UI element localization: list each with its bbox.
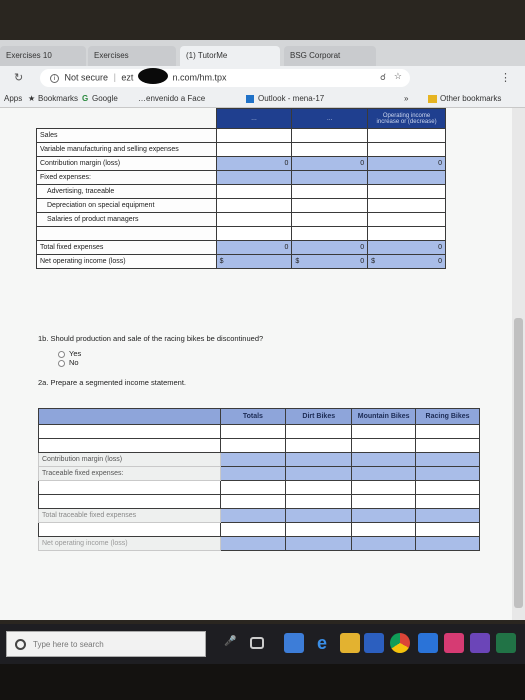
table-row: [39, 425, 480, 439]
header-cell: Totals: [220, 409, 286, 425]
app-icon-purple[interactable]: [470, 633, 490, 653]
value-cell: [352, 453, 416, 467]
camera-icon[interactable]: [418, 633, 438, 653]
input-cell[interactable]: [216, 143, 292, 157]
table-row: [39, 509, 480, 523]
table-row: [37, 199, 446, 213]
value-cell: 0: [292, 157, 368, 171]
input-cell[interactable]: [352, 495, 416, 509]
page-content: [0, 108, 512, 620]
table-row: [37, 227, 446, 241]
store-icon[interactable]: [284, 633, 304, 653]
row-label: Sales: [37, 129, 217, 143]
table-row: [37, 157, 446, 171]
table-row: [37, 241, 446, 255]
input-cell[interactable]: [416, 425, 480, 439]
input-cell[interactable]: [216, 129, 292, 143]
value-cell: [292, 171, 368, 185]
input-cell[interactable]: [216, 213, 292, 227]
value-cell: 0: [216, 241, 292, 255]
input-cell[interactable]: [416, 523, 480, 537]
row-label: Variable manufacturing and selling expenses: [37, 143, 217, 157]
value-cell: [216, 171, 292, 185]
row-label: Total traceable fixed expenses: [39, 509, 221, 523]
tab-label: Exercises 10: [6, 51, 52, 60]
input-cell[interactable]: [292, 199, 368, 213]
input-cell[interactable]: [368, 199, 446, 213]
question-2a: 2a. Prepare a segmented income statement.: [38, 378, 187, 387]
input-cell[interactable]: [220, 523, 286, 537]
dollar-sign: $: [219, 258, 224, 265]
value-cell: [220, 537, 286, 551]
info-icon: i: [50, 74, 59, 83]
folder-icon: [428, 95, 437, 103]
label-input[interactable]: [39, 481, 221, 495]
row-label: Depreciation on special equipment: [37, 199, 217, 213]
input-cell[interactable]: [352, 481, 416, 495]
value-cell: [220, 453, 286, 467]
label-input[interactable]: [39, 523, 221, 537]
address-bar-row: [0, 66, 525, 90]
input-cell[interactable]: [292, 129, 368, 143]
header-cell: [37, 109, 217, 129]
value-cell: [286, 537, 352, 551]
bookmark-outlook[interactable]: Outlook - mena-17: [258, 94, 325, 103]
value-cell: [352, 537, 416, 551]
table-row: [39, 523, 480, 537]
header-cell: [39, 409, 221, 425]
value-cell: [416, 453, 480, 467]
input-cell[interactable]: [292, 143, 368, 157]
bookmark-other[interactable]: Other bookmarks: [440, 94, 502, 103]
value-cell: [416, 467, 480, 481]
bookmark-bienvenido[interactable]: …envenido a Face: [138, 94, 206, 103]
input-cell[interactable]: [368, 185, 446, 199]
url-input[interactable]: i Not secure | ezt n.com/hm.tpx ☌ ☆: [40, 69, 410, 87]
value: 0: [360, 258, 365, 265]
row-label: Contribution margin (loss): [37, 157, 217, 171]
radio-no[interactable]: [58, 358, 263, 367]
value-cell: [292, 255, 368, 269]
row-label: Total fixed expenses: [37, 241, 217, 255]
search-placeholder: Type here to search: [33, 640, 104, 649]
value-cell: [216, 255, 292, 269]
value-cell: [286, 453, 352, 467]
bookmark-google[interactable]: Google: [92, 94, 118, 103]
row-label: [37, 227, 217, 241]
input-cell[interactable]: [220, 481, 286, 495]
tab-exercises[interactable]: [88, 46, 176, 66]
value-cell: [220, 509, 286, 523]
question-1b: [38, 334, 263, 367]
segmented-income-table: [38, 408, 480, 551]
bookmark-apps[interactable]: Apps: [4, 94, 23, 103]
row-label: Traceable fixed expenses:: [39, 467, 221, 481]
header-cell: …: [216, 109, 292, 129]
explorer-icon[interactable]: [340, 633, 360, 653]
option-label: No: [69, 358, 79, 367]
table-row: [37, 171, 446, 185]
value-cell: [286, 509, 352, 523]
outlook-icon: [246, 95, 254, 103]
input-cell[interactable]: [220, 425, 286, 439]
chrome-icon[interactable]: [390, 633, 410, 653]
input-cell[interactable]: [286, 481, 352, 495]
taskbar-search-input[interactable]: [6, 631, 206, 657]
input-cell[interactable]: [292, 185, 368, 199]
table-row: [39, 467, 480, 481]
row-label: Contribution margin (loss): [39, 453, 221, 467]
value-cell: [416, 509, 480, 523]
row-label: Fixed expenses:: [37, 171, 217, 185]
value-cell: [416, 537, 480, 551]
option-label: Yes: [69, 349, 82, 358]
tab-exercises-10[interactable]: [0, 46, 86, 66]
input-cell[interactable]: [216, 199, 292, 213]
app-icon-green[interactable]: [496, 633, 516, 653]
table-row: [39, 453, 480, 467]
value-cell: [220, 467, 286, 481]
value-cell: 0: [292, 241, 368, 255]
dollar-sign: $: [371, 258, 376, 265]
input-cell[interactable]: [368, 227, 446, 241]
cortana-icon: [15, 639, 26, 650]
dollar-sign: $: [295, 258, 300, 265]
url-redaction: [138, 68, 168, 84]
question-text: 1b. Should production and sale of the racing bikes be discontinued?: [38, 334, 264, 343]
header-cell: Operating income increase or (decrease): [368, 109, 446, 129]
tab-label: Exercises: [94, 51, 129, 60]
input-cell[interactable]: [416, 481, 480, 495]
security-label: Not secure: [64, 72, 109, 83]
bookmark-bookmarks[interactable]: Bookmarks: [38, 94, 79, 103]
row-label: Advertising, traceable: [37, 185, 217, 199]
input-cell[interactable]: [368, 143, 446, 157]
header-cell: Mountain Bikes: [352, 409, 416, 425]
label-input[interactable]: [39, 495, 221, 509]
page-scrollbar[interactable]: [512, 108, 525, 620]
search-icon[interactable]: ☌: [379, 72, 386, 82]
edge-icon[interactable]: e: [316, 633, 327, 653]
scrollbar-thumb[interactable]: [514, 318, 523, 608]
table-header-row: [39, 409, 480, 425]
value-cell: [352, 509, 416, 523]
value-cell: 0: [216, 157, 292, 171]
input-cell[interactable]: [292, 227, 368, 241]
tab-label: BSG Corporat: [290, 51, 341, 60]
input-cell[interactable]: [286, 425, 352, 439]
google-icon: G: [82, 94, 89, 103]
row-label: Net operating income (loss): [37, 255, 217, 269]
input-cell[interactable]: [220, 495, 286, 509]
row-label: Net operating income (loss): [39, 537, 221, 551]
input-cell[interactable]: [352, 425, 416, 439]
tab-bar: [0, 40, 525, 66]
value-cell: 0: [368, 157, 446, 171]
chevron-more-icon[interactable]: »: [404, 94, 409, 103]
input-cell[interactable]: [368, 129, 446, 143]
value-cell: [286, 467, 352, 481]
tab-bsg[interactable]: [284, 46, 376, 66]
table-row: [37, 255, 446, 269]
taskbar: [0, 624, 525, 664]
label-input[interactable]: [39, 425, 221, 439]
table-row: [39, 537, 480, 551]
table-row: [39, 439, 480, 453]
input-cell[interactable]: [216, 227, 292, 241]
menu-icon[interactable]: ⋮: [500, 72, 511, 84]
mail-icon[interactable]: [364, 633, 384, 653]
value-cell: [368, 255, 446, 269]
input-cell[interactable]: [416, 495, 480, 509]
radio-icon[interactable]: [58, 351, 65, 358]
header-cell: Racing Bikes: [416, 409, 480, 425]
radio-icon[interactable]: [58, 360, 65, 367]
analysis-table: [36, 108, 446, 269]
app-icon-pink[interactable]: [444, 633, 464, 653]
table-row: [37, 185, 446, 199]
input-cell[interactable]: [352, 523, 416, 537]
url-text-rest: n.com/hm.tpx: [172, 72, 227, 83]
reload-icon[interactable]: ↻: [14, 72, 24, 84]
value-cell: 0: [368, 241, 446, 255]
bookmarks-bar: [0, 90, 525, 108]
header-cell: …: [292, 109, 368, 129]
table-row: [37, 143, 446, 157]
monitor-bezel: [0, 664, 525, 700]
star-icon[interactable]: ☆: [393, 71, 402, 81]
label-input[interactable]: [39, 439, 221, 453]
value: 0: [438, 258, 442, 265]
input-cell[interactable]: [220, 439, 286, 453]
input-cell[interactable]: [286, 439, 352, 453]
table-row: [37, 129, 446, 143]
value-cell: [352, 467, 416, 481]
input-cell[interactable]: [352, 439, 416, 453]
bookmark-star-icon: ★: [28, 94, 36, 103]
microphone-icon[interactable]: 🎤: [224, 636, 237, 647]
tab-label: (1) TutorMe: [186, 51, 228, 60]
tab-tutorme[interactable]: [180, 46, 280, 66]
input-cell[interactable]: [286, 495, 352, 509]
table-header-row: [37, 109, 446, 129]
input-cell[interactable]: [216, 185, 292, 199]
task-view-icon[interactable]: [250, 637, 264, 649]
input-cell[interactable]: [292, 213, 368, 227]
table-row: [39, 481, 480, 495]
url-text-start: ezt: [121, 72, 134, 83]
input-cell[interactable]: [368, 213, 446, 227]
input-cell[interactable]: [416, 439, 480, 453]
table-row: [39, 495, 480, 509]
row-label: Salaries of product managers: [37, 213, 217, 227]
table-row: [37, 213, 446, 227]
radio-yes[interactable]: [58, 349, 263, 358]
header-cell: Dirt Bikes: [286, 409, 352, 425]
value-cell: [368, 171, 446, 185]
input-cell[interactable]: [286, 523, 352, 537]
